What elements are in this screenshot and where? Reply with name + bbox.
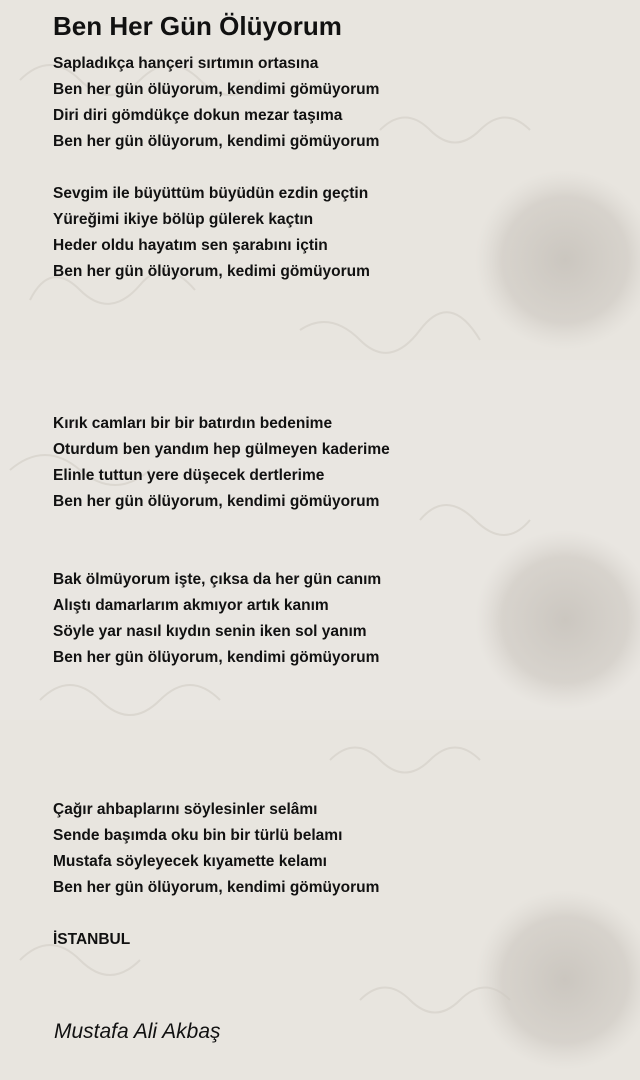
poem-line: Alıştı damarlarım akmıyor artık kanım — [53, 597, 329, 614]
poem-line: Söyle yar nasıl kıydın senin iken sol yanım — [53, 623, 367, 640]
poem-line: Diri diri gömdükçe dokun mezar taşıma — [53, 107, 343, 124]
poem-line: Yüreğimi ikiye bölüp gülerek kaçtın — [53, 211, 314, 228]
stanza-5 — [53, 797, 379, 901]
poem-place: İSTANBUL — [53, 931, 131, 948]
poem-line: Ben her gün ölüyorum, kendimi gömüyorum — [53, 81, 380, 98]
poem-line: Ben her gün ölüyorum, kendimi gömüyorum — [53, 879, 380, 896]
poem-line: Sevgim ile büyüttüm büyüdün ezdin geçtin — [53, 185, 369, 202]
poem-line: Oturdum ben yandım hep gülmeyen kaderime — [53, 441, 390, 458]
ink-blots — [475, 170, 640, 1070]
poem-line: Ben her gün ölüyorum, kendimi gömüyorum — [53, 649, 380, 666]
stanza-2 — [53, 181, 370, 285]
poem-line: Elinle tuttun yere düşecek dertlerime — [53, 467, 325, 484]
poem-line: Bak ölmüyorum işte, çıksa da her gün canım — [53, 571, 382, 588]
poem-line: Çağır ahbaplarını söylesinler selâmı — [53, 801, 318, 818]
stanza-4 — [53, 567, 381, 671]
stanza-1 — [53, 51, 379, 155]
poem-title: Ben Her Gün Ölüyorum — [53, 11, 342, 41]
poem-line: Sende başımda oku bin bir türlü belamı — [53, 827, 343, 844]
poem-line: Ben her gün ölüyorum, kendimi gömüyorum — [53, 133, 380, 150]
poem-line: Ben her gün ölüyorum, kendimi gömüyorum — [53, 493, 380, 510]
poem-line: Heder oldu hayatım sen şarabını içtin — [53, 237, 328, 254]
poem-line: Mustafa söyleyecek kıyamette kelamı — [53, 853, 327, 870]
poem-line: Sapladıkça hançeri sırtımın ortasına — [53, 55, 319, 72]
poem-line: Ben her gün ölüyorum, kedimi gömüyorum — [53, 263, 370, 280]
stanza-3 — [53, 411, 390, 515]
poem-author: Mustafa Ali Akbaş — [54, 1020, 221, 1043]
poem-line: Kırık camları bir bir batırdın bedenime — [53, 415, 333, 432]
